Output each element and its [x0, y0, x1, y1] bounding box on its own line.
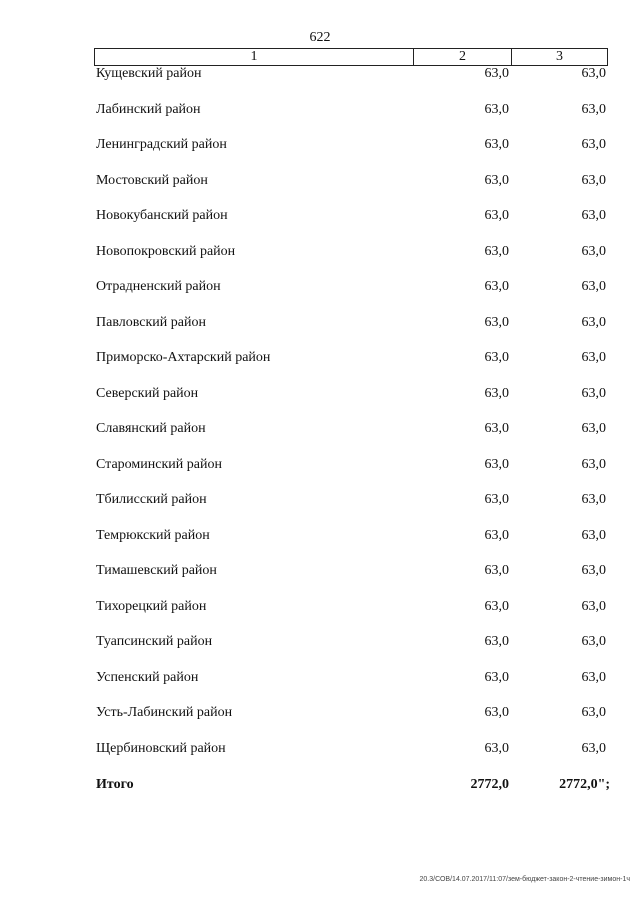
value-col-2: 63,0: [484, 634, 509, 649]
value-col-3: 63,0: [581, 350, 606, 365]
value-col-3: 63,0: [581, 102, 606, 117]
table-row: [0, 528, 640, 548]
value-col-2: 63,0: [484, 670, 509, 685]
district-name: Усть-Лабинский район: [96, 705, 233, 720]
total-label: Итого: [96, 777, 134, 792]
district-name: Тбилисский район: [96, 492, 207, 507]
table-row: [0, 634, 640, 654]
page-number: 622: [309, 30, 331, 45]
header-col-2: 2: [414, 49, 512, 65]
district-name: Северский район: [96, 386, 199, 401]
value-col-3: 63,0: [581, 563, 606, 578]
value-col-2: 63,0: [484, 421, 509, 436]
value-col-2: 63,0: [484, 208, 509, 223]
value-col-2: 63,0: [484, 492, 509, 507]
value-col-3: 63,0: [581, 634, 606, 649]
district-name: Ленинградский район: [96, 137, 227, 152]
district-name: Мостовский район: [96, 173, 208, 188]
value-col-3: 63,0: [581, 528, 606, 543]
value-col-3: 63,0: [581, 741, 606, 756]
value-col-3: 63,0: [581, 386, 606, 401]
total-value-col-2: 2772,0: [470, 777, 509, 792]
table-row: [0, 137, 640, 157]
value-col-3: 63,0: [581, 492, 606, 507]
table-row: [0, 705, 640, 725]
table-row: [0, 492, 640, 512]
table-row: [0, 421, 640, 441]
value-col-2: 63,0: [484, 741, 509, 756]
table-row: [0, 66, 640, 86]
district-name: Приморско-Ахтарский район: [96, 350, 271, 365]
value-col-2: 63,0: [484, 528, 509, 543]
district-name: Лабинский район: [96, 102, 201, 117]
value-col-2: 63,0: [484, 705, 509, 720]
value-col-3: 63,0: [581, 670, 606, 685]
table-row: [0, 563, 640, 583]
table-row: [0, 244, 640, 264]
value-col-2: 63,0: [484, 102, 509, 117]
value-col-3: 63,0: [581, 421, 606, 436]
district-name: Тихорецкий район: [96, 599, 207, 614]
table-row: [0, 670, 640, 690]
value-col-3: 63,0: [581, 457, 606, 472]
district-name: Отрадненский район: [96, 279, 221, 294]
table-row: [0, 208, 640, 228]
table-row: [0, 741, 640, 761]
value-col-2: 63,0: [484, 66, 509, 81]
district-name: Новокубанский район: [96, 208, 228, 223]
district-name: Павловский район: [96, 315, 206, 330]
total-row: [0, 777, 640, 797]
document-footer-code: 20.3/СОВ/14.07.2017/11:07/зем-бюджет-закон-2-чтение-зимон-1ч: [419, 876, 630, 883]
value-col-2: 63,0: [484, 457, 509, 472]
value-col-2: 63,0: [484, 279, 509, 294]
table-row: [0, 102, 640, 122]
value-col-2: 63,0: [484, 350, 509, 365]
value-col-3: 63,0: [581, 137, 606, 152]
district-name: Кущевский район: [96, 66, 202, 81]
value-col-3: 63,0: [581, 66, 606, 81]
table-row: [0, 315, 640, 335]
district-name: Староминский район: [96, 457, 222, 472]
value-col-3: 63,0: [581, 208, 606, 223]
value-col-2: 63,0: [484, 563, 509, 578]
district-name: Туапсинский район: [96, 634, 213, 649]
table-row: [0, 173, 640, 193]
table-row: [0, 279, 640, 299]
value-col-2: 63,0: [484, 386, 509, 401]
district-name: Успенский район: [96, 670, 199, 685]
district-name: Темрюкский район: [96, 528, 210, 543]
total-value-col-3: 2772,0";: [559, 777, 610, 792]
table-header: [94, 48, 608, 66]
value-col-2: 63,0: [484, 173, 509, 188]
table-row: [0, 457, 640, 477]
table-row: [0, 350, 640, 370]
value-col-2: 63,0: [484, 137, 509, 152]
value-col-3: 63,0: [581, 244, 606, 259]
value-col-3: 63,0: [581, 315, 606, 330]
header-col-3: 3: [556, 49, 563, 64]
district-name: Тимашевский район: [96, 563, 217, 578]
district-name: Славянский район: [96, 421, 206, 436]
table-row: [0, 599, 640, 619]
table-row: [0, 386, 640, 406]
value-col-3: 63,0: [581, 705, 606, 720]
district-name: Новопокровский район: [96, 244, 236, 259]
header-col-1: 1: [95, 49, 414, 65]
district-name: Щербиновский район: [96, 741, 226, 756]
value-col-2: 63,0: [484, 315, 509, 330]
value-col-3: 63,0: [581, 173, 606, 188]
value-col-3: 63,0: [581, 279, 606, 294]
value-col-2: 63,0: [484, 244, 509, 259]
value-col-3: 63,0: [581, 599, 606, 614]
value-col-2: 63,0: [484, 599, 509, 614]
